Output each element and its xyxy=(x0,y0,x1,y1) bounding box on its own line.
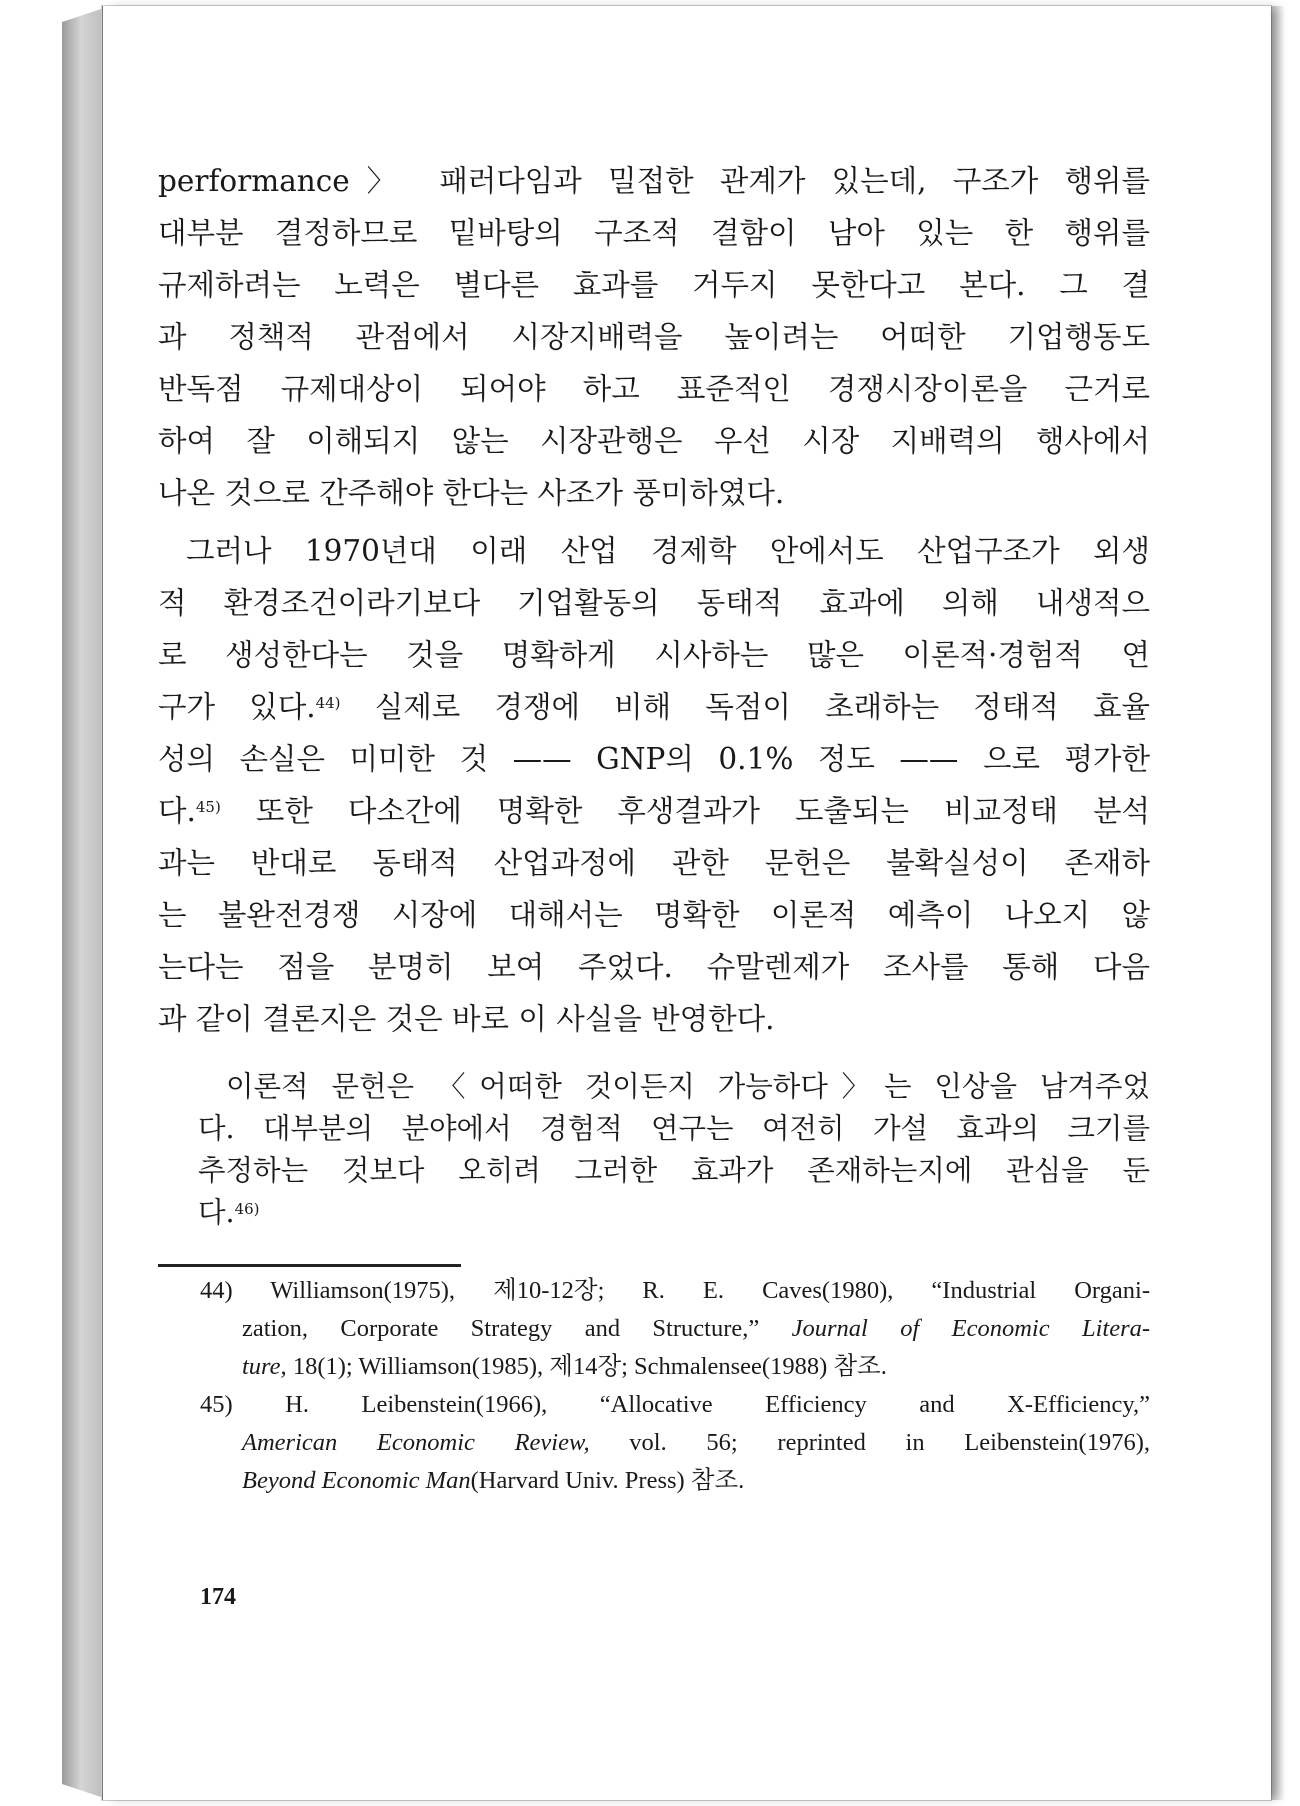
book-spine xyxy=(62,8,104,1798)
page-number: 174 xyxy=(200,1584,236,1610)
footnote-ref-46: 46) xyxy=(234,1200,260,1218)
body-line: 과 정책적 관점에서 시장지배력을 높이려는 어떠한 기업행동도 xyxy=(158,320,1150,354)
footnotes xyxy=(200,1272,1150,1500)
book-title: Beyond Economic Man xyxy=(242,1467,471,1494)
footnote-44-line: 44) Williamson(1975), 제10-12장; R. E. Caves(1980), “Industrial Organi- xyxy=(200,1277,1150,1304)
body-line: 적 환경조건이라기보다 기업활동의 동태적 효과에 의해 내생적으 xyxy=(158,586,1150,620)
quote-line: 다. 대부분의 분야에서 경험적 연구는 여전히 가설 효과의 크기를 xyxy=(198,1112,1150,1145)
footnote-44-line xyxy=(200,1348,1150,1386)
footnote-text: (Harvard Univ. Press) 참조. xyxy=(470,1467,745,1494)
body-line: 로 생성한다는 것을 명확하게 시사하는 많은 이론적·경험적 연 xyxy=(158,638,1150,672)
body-line: performance〉 패러다임과 밀접한 관계가 있는데, 구조가 행위를 xyxy=(158,164,1150,198)
footnote-text: zation, Corporate Strategy and Structure,” xyxy=(242,1315,760,1342)
body-line: 그러나 1970년대 이래 산업 경제학 안에서도 산업구조가 외생 xyxy=(186,534,1150,568)
body-line: 대부분 결정하므로 밑바탕의 구조적 결함이 남아 있는 한 행위를 xyxy=(158,216,1150,250)
body-line: 는 불완전경쟁 시장에 대해서는 명확한 이론적 예측이 나오지 않 xyxy=(158,898,1150,932)
body-line: 과 같이 결론지은 것은 바로 이 사실을 반영한다. xyxy=(158,1002,775,1036)
body-text xyxy=(158,155,1150,1045)
body-text-span: 실제로 경쟁에 비해 독점이 초래하는 정태적 효율 xyxy=(340,690,1150,724)
quote-text-span: 다. xyxy=(198,1196,235,1229)
footnote-ref-45: 45) xyxy=(195,798,221,816)
footnote-ref-44: 44) xyxy=(315,694,341,712)
journal-title: American Economic Review, xyxy=(242,1429,590,1456)
journal-title: ture, xyxy=(242,1353,287,1380)
page-edge-shadow xyxy=(1271,6,1285,1800)
quote-line xyxy=(198,1192,1150,1234)
body-line xyxy=(158,785,1150,837)
body-line: 반독점 규제대상이 되어야 하고 표준적인 경쟁시장이론을 근거로 xyxy=(158,372,1150,406)
body-line: 나온 것으로 간주해야 한다는 사조가 풍미하였다. xyxy=(158,476,785,510)
body-line: 규제하려는 노력은 별다른 효과를 거두지 못한다고 본다. 그 결 xyxy=(158,268,1150,302)
body-text-span: 다. xyxy=(158,794,196,828)
block-quote xyxy=(198,1066,1150,1234)
quote-line: 추정하는 것보다 오히려 그러한 효과가 존재하는지에 관심을 둔 xyxy=(198,1154,1150,1187)
body-line: 하여 잘 이해되지 않는 시장관행은 우선 시장 지배력의 행사에서 xyxy=(158,424,1150,458)
footnote-45-line xyxy=(200,1424,1150,1462)
footnote-44-line xyxy=(200,1310,1150,1348)
footnote-divider xyxy=(158,1264,461,1267)
body-line xyxy=(158,681,1150,733)
body-line: 성의 손실은 미미한 것 —— GNP의 0.1% 정도 —— 으로 평가한 xyxy=(158,742,1150,776)
body-text-span: 또한 다소간에 명확한 후생결과가 도출되는 비교정태 분석 xyxy=(220,794,1150,828)
journal-title: Journal of Economic Litera- xyxy=(791,1315,1151,1342)
body-line: 는다는 점을 분명히 보여 주었다. 슈말렌제가 조사를 통해 다음 xyxy=(158,950,1150,984)
quote-line: 이론적 문헌은 〈어떠한 것이든지 가능하다〉는 인상을 남겨주었 xyxy=(226,1070,1150,1103)
body-line: 과는 반대로 동태적 산업과정에 관한 문헌은 불확실성이 존재하 xyxy=(158,846,1150,880)
footnote-text: vol. 56; reprinted in Leibenstein(1976), xyxy=(589,1429,1150,1456)
body-text-span: 구가 있다. xyxy=(158,690,316,724)
footnote-text: 18(1); Williamson(1985), 제14장; Schmalensee(1988) 참조. xyxy=(286,1353,887,1380)
footnote-45-line: 45) H. Leibenstein(1966), “Allocative Efficiency and X-Efficiency,” xyxy=(200,1391,1150,1418)
footnote-45-line xyxy=(200,1462,1150,1500)
